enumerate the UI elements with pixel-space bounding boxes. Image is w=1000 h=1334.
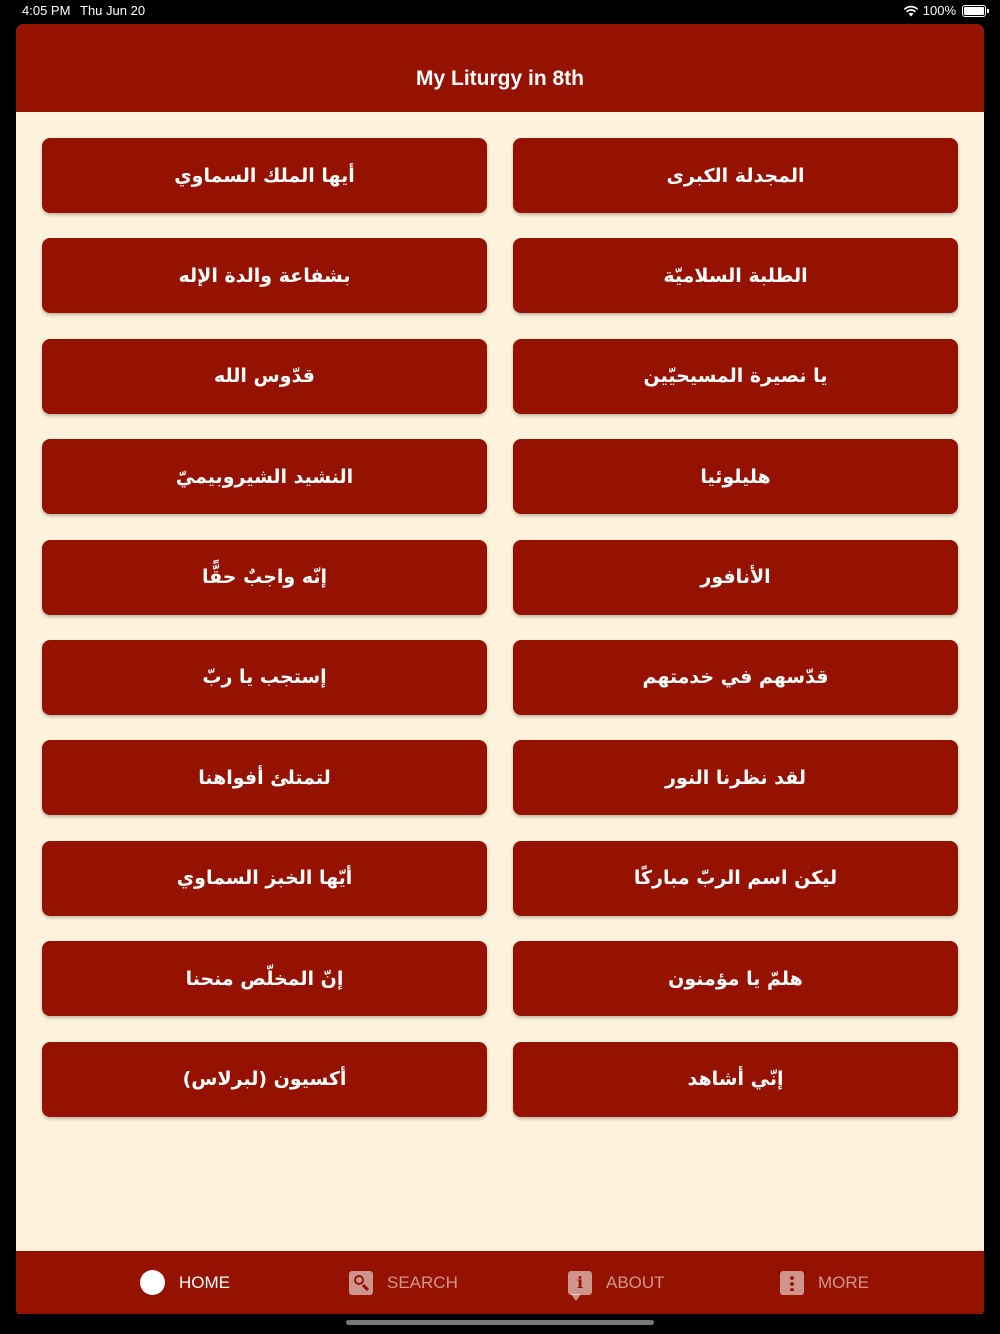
tab-more[interactable] — [780, 1251, 869, 1314]
wifi-icon — [903, 5, 919, 17]
app-window — [16, 24, 984, 1314]
more-icon — [780, 1271, 804, 1295]
liturgy-button-4[interactable]: الطلبة السلاميّة — [513, 238, 958, 313]
tab-home-label: HOME — [179, 1272, 230, 1292]
status-indicators — [903, 3, 986, 18]
status-bar — [0, 0, 1000, 22]
liturgy-button-5[interactable]: قدّوس الله — [42, 339, 487, 414]
home-indicator[interactable] — [346, 1320, 654, 1325]
liturgy-button-1[interactable]: أيها الملك السماوي — [42, 138, 487, 213]
tab-search-label: SEARCH — [387, 1272, 458, 1292]
tab-home[interactable] — [140, 1251, 230, 1314]
liturgy-button-9[interactable]: إنّه واجبٌ حقًّا — [42, 540, 487, 615]
liturgy-button-6[interactable]: يا نصيرة المسيحيّين — [513, 339, 958, 414]
liturgy-button-3[interactable]: بشفاعة والدة الإله — [42, 238, 487, 313]
page-title: My Liturgy in 8th — [416, 67, 584, 90]
tab-more-label: MORE — [818, 1272, 869, 1292]
tab-bar — [16, 1251, 984, 1314]
status-date: Thu Jun 20 — [80, 3, 146, 18]
liturgy-button-14[interactable]: لقد نظرنا النور — [513, 740, 958, 815]
tab-about-label: ABOUT — [606, 1272, 665, 1292]
status-time: 4:05 PM — [22, 3, 71, 18]
home-icon — [140, 1270, 165, 1295]
liturgy-button-20[interactable]: إنّي أشاهد — [513, 1042, 958, 1117]
info-icon: i — [568, 1271, 592, 1295]
liturgy-button-19[interactable]: أكسيون (لبرلاس) — [42, 1042, 487, 1117]
battery-percentage: 100% — [922, 3, 956, 18]
liturgy-button-grid — [42, 138, 958, 1117]
liturgy-button-7[interactable]: النشيد الشيروبيميّ — [42, 439, 487, 514]
tab-about[interactable] — [568, 1251, 665, 1314]
liturgy-button-16[interactable]: ليكن اسم الربّ مباركًا — [513, 841, 958, 916]
liturgy-button-17[interactable]: إنّ المخلّص منحنا — [42, 941, 487, 1016]
liturgy-button-11[interactable]: إستجب يا ربّ — [42, 640, 487, 715]
liturgy-button-2[interactable]: المجدلة الكبرى — [513, 138, 958, 213]
tab-search[interactable] — [349, 1251, 458, 1314]
liturgy-button-10[interactable]: الأنافور — [513, 540, 958, 615]
search-icon — [349, 1271, 373, 1295]
liturgy-button-15[interactable]: أيّها الخبز السماوي — [42, 841, 487, 916]
liturgy-button-18[interactable]: هلمّ يا مؤمنون — [513, 941, 958, 1016]
liturgy-button-12[interactable]: قدّسهم في خدمتهم — [513, 640, 958, 715]
header-bar — [16, 24, 984, 112]
liturgy-button-8[interactable]: هليلوئيا — [513, 439, 958, 514]
liturgy-button-13[interactable]: لتمتلئ أفواهنا — [42, 740, 487, 815]
battery-icon — [962, 5, 986, 17]
